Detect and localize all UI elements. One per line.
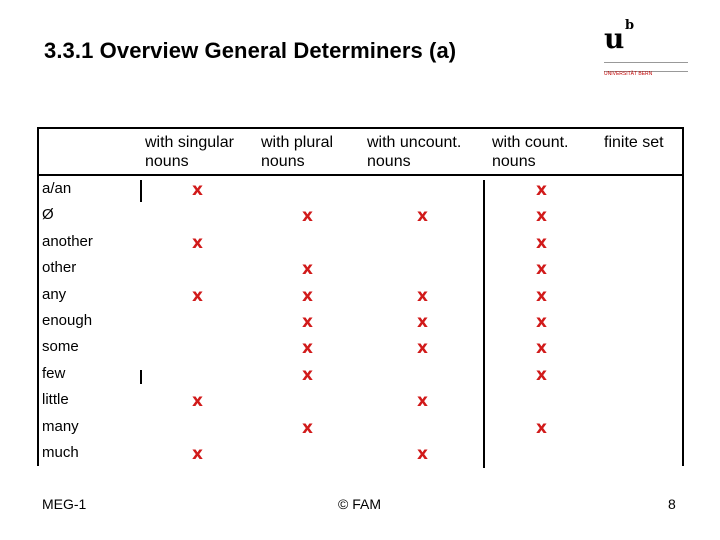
row-label: other <box>42 259 77 277</box>
check-mark: x <box>417 391 428 412</box>
check-mark: x <box>417 312 428 332</box>
column-header: with singular nouns <box>145 134 234 170</box>
col-sep-2 <box>140 370 142 384</box>
row-label: many <box>42 417 79 435</box>
check-mark: x <box>417 338 428 359</box>
column-header: with count. nouns <box>492 134 569 170</box>
footer-center: © FAM <box>338 496 381 512</box>
row-label: enough <box>42 312 93 329</box>
check-mark: x <box>536 364 547 385</box>
check-mark: x <box>536 312 547 332</box>
row-label: little <box>42 391 69 409</box>
table-right-border <box>682 128 684 466</box>
check-mark: x <box>417 444 428 464</box>
check-mark: x <box>417 285 428 306</box>
table-header-border <box>37 174 684 176</box>
column-header: with uncount. nouns <box>367 134 462 170</box>
table-left-border <box>37 128 39 466</box>
footer-page-number: 8 <box>668 496 676 512</box>
university-logo <box>598 18 690 88</box>
row-label: a/an <box>42 180 72 197</box>
check-mark: x <box>302 259 313 280</box>
check-mark: x <box>302 206 313 227</box>
check-mark: x <box>192 285 203 306</box>
row-label: another <box>42 232 93 250</box>
col-sep-1 <box>140 180 142 202</box>
check-mark: x <box>302 312 313 332</box>
logo-letter-b: b <box>625 18 635 33</box>
row-label: much <box>42 444 79 461</box>
check-mark: x <box>536 180 547 200</box>
check-mark: x <box>536 206 547 227</box>
check-mark: x <box>192 232 203 253</box>
row-label: some <box>42 338 79 356</box>
column-header: finite set <box>604 134 664 151</box>
check-mark: x <box>192 444 203 464</box>
check-mark: x <box>536 285 547 306</box>
row-label: Ø <box>42 206 54 224</box>
footer-left: MEG-1 <box>42 496 87 512</box>
table-top-border <box>37 127 684 129</box>
check-mark: x <box>536 232 547 253</box>
check-mark: x <box>302 285 313 306</box>
row-label: any <box>42 285 67 303</box>
row-label: few <box>42 364 66 382</box>
check-mark: x <box>302 338 313 359</box>
col-sep-3 <box>483 180 485 468</box>
check-mark: x <box>417 206 428 227</box>
logo-letter-u: u <box>604 22 625 55</box>
column-header: with plural nouns <box>261 134 334 170</box>
check-mark: x <box>536 259 547 280</box>
check-mark: x <box>302 417 313 438</box>
check-mark: x <box>192 180 203 200</box>
check-mark: x <box>536 417 547 438</box>
check-mark: x <box>302 364 313 385</box>
check-mark: x <box>536 338 547 359</box>
logo-university-text: UNIVERSITÄT BERN <box>604 71 653 77</box>
slide-title: 3.3.1 Overview General Determiners (a) <box>44 38 457 63</box>
check-mark: x <box>192 391 203 412</box>
